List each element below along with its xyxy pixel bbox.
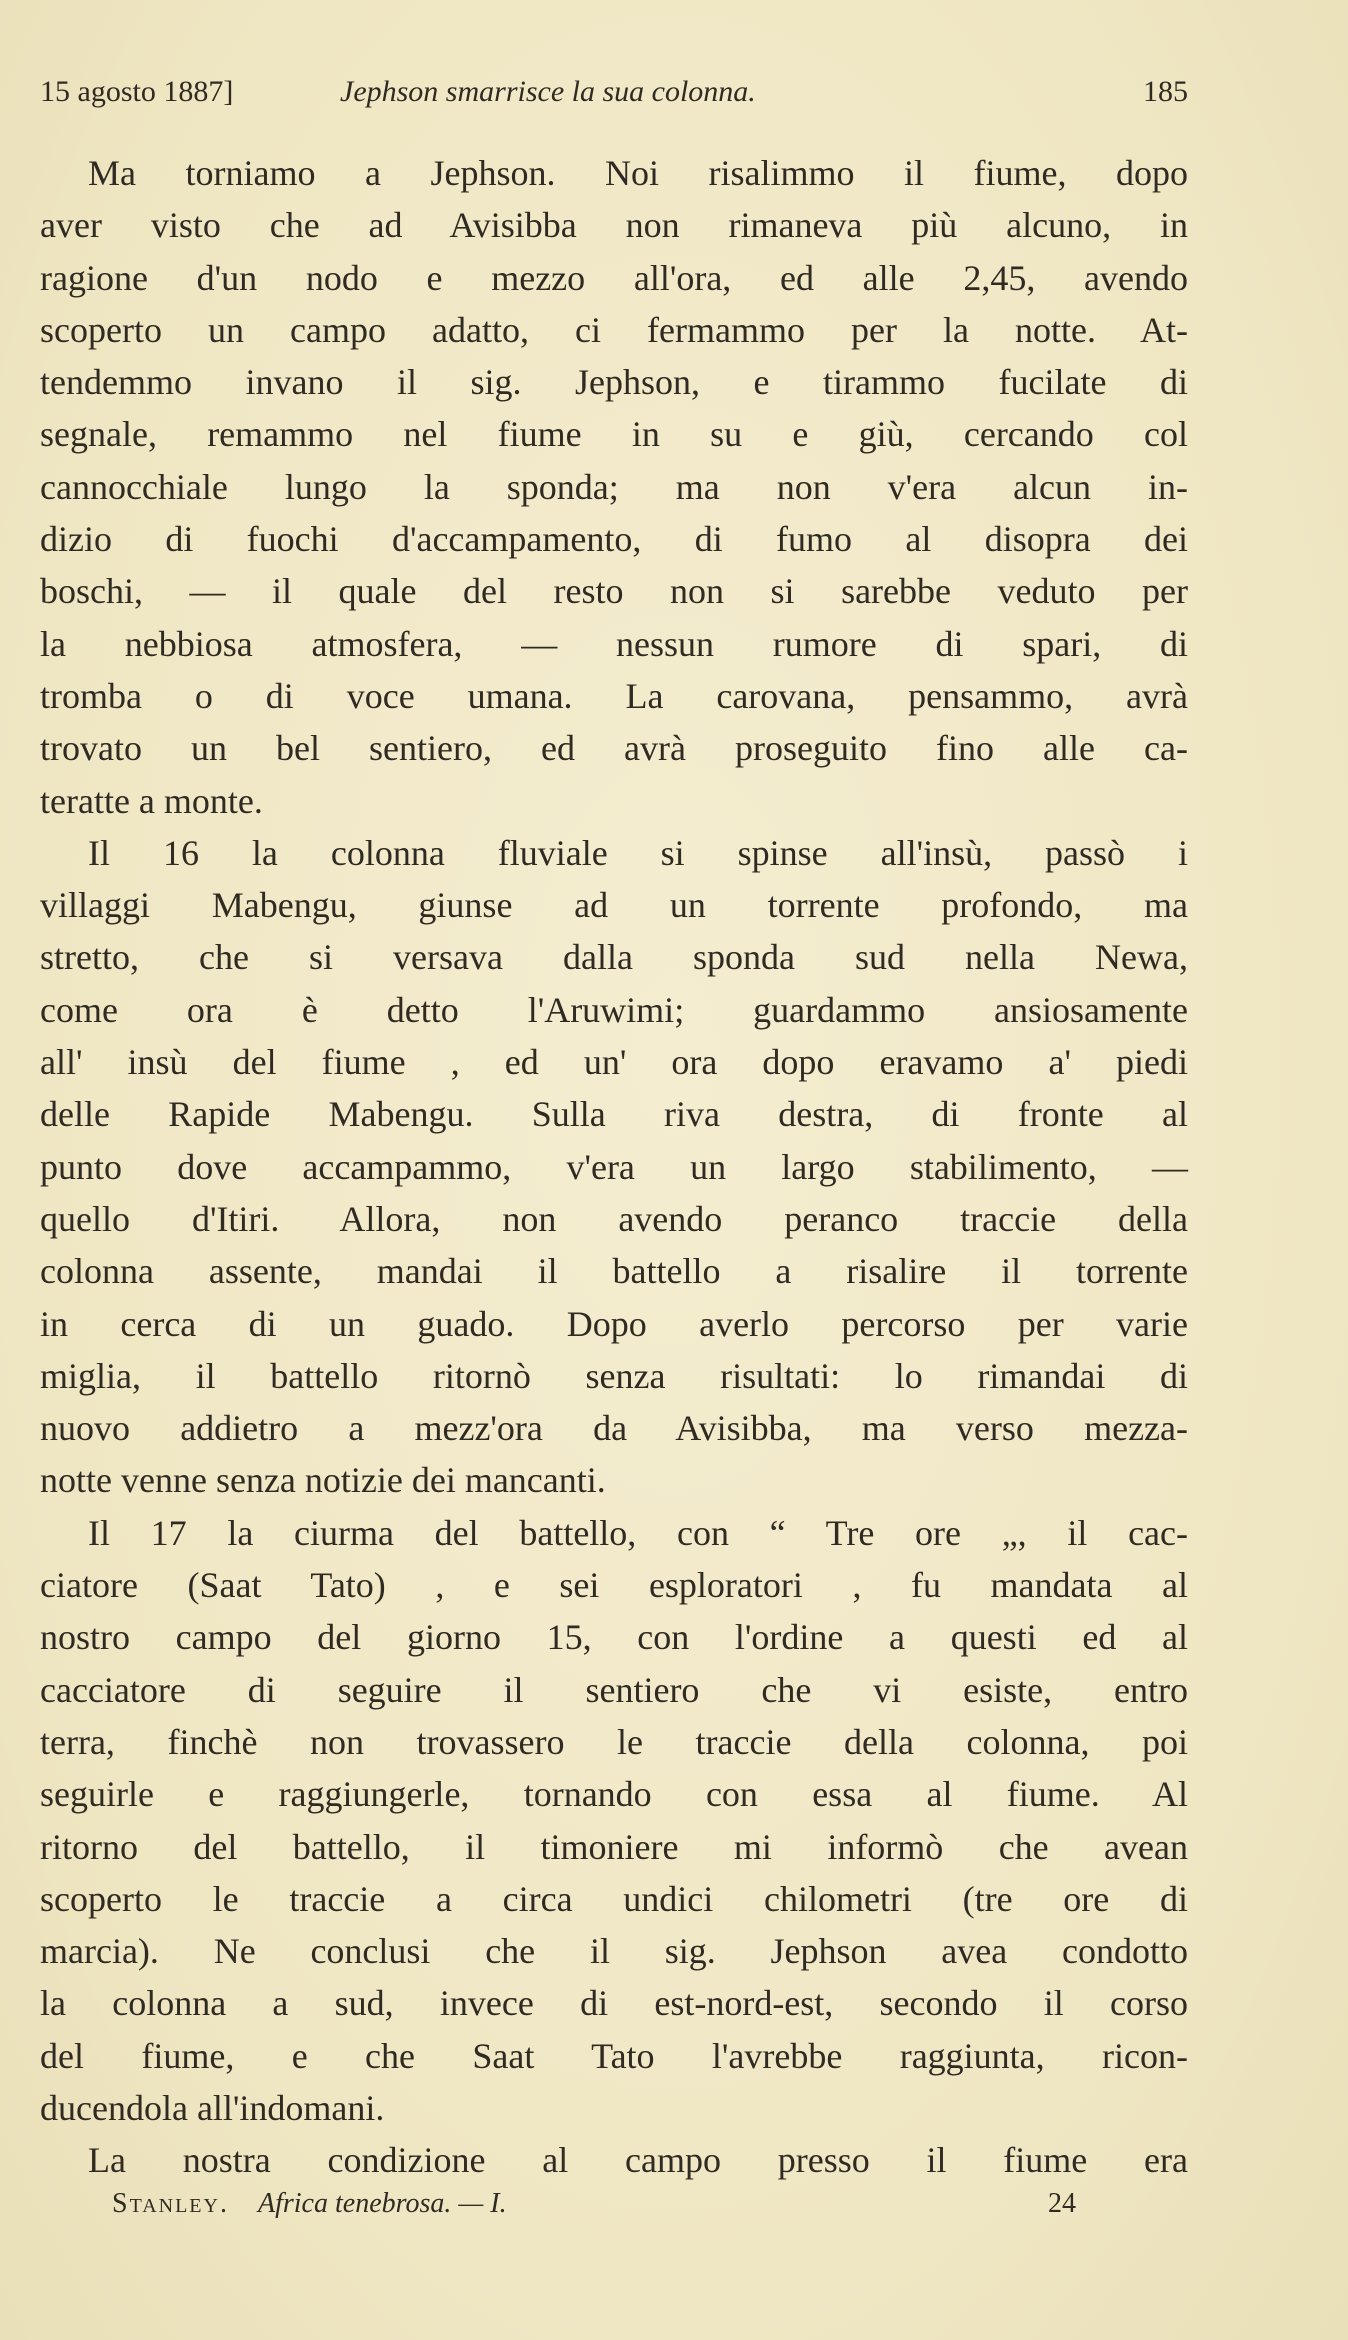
text-line: dizio di fuochi d'accampamento, di fumo al disopra dei bbox=[40, 519, 1188, 560]
text-line: stretto, che si versava dalla sponda sud nella Newa, bbox=[40, 937, 1188, 978]
text-line: cannocchiale lungo la sponda; ma non v'era alcun in- bbox=[40, 466, 1188, 507]
header-title: Jephson smarrisce la sua colonna. bbox=[340, 75, 756, 108]
text-line: cacciatore di seguire il sentiero che vi esiste, entro bbox=[40, 1669, 1188, 1710]
text-line: nostro campo del giorno 15, con l'ordine a questi ed al bbox=[40, 1617, 1188, 1658]
footer-author: Stanley. bbox=[112, 2188, 229, 2219]
text-line: delle Rapide Mabengu. Sulla riva destra, di fronte al bbox=[40, 1094, 1188, 1135]
text-line: notte venne senza notizie dei mancanti. bbox=[40, 1460, 606, 1501]
text-line: miglia, il battello ritornò senza risultati: lo rimandai di bbox=[40, 1355, 1188, 1396]
text-line: quello d'Itiri. Allora, non avendo peranco traccie della bbox=[40, 1198, 1188, 1239]
text-line: nuovo addietro a mezz'ora da Avisibba, ma verso mezza- bbox=[40, 1408, 1188, 1449]
text-line: colonna assente, mandai il battello a risalire il torrente bbox=[40, 1251, 1188, 1292]
body-text bbox=[40, 147, 1188, 2187]
text-line: del fiume, e che Saat Tato l'avrebbe raggiunta, ricon- bbox=[40, 2035, 1188, 2076]
text-line: La nostra condizione al campo presso il fiume era bbox=[88, 2140, 1188, 2181]
text-line: all' insù del fiume , ed un' ora dopo eravamo a' piedi bbox=[40, 1042, 1188, 1083]
text-line: punto dove accampammo, v'era un largo stabilimento, — bbox=[40, 1146, 1188, 1187]
text-line: segnale, remammo nel fiume in su e giù, cercando col bbox=[40, 414, 1188, 455]
signature-mark: 24 bbox=[1048, 2188, 1076, 2219]
footer-book-title: Africa tenebrosa. — I. bbox=[258, 2188, 507, 2219]
text-line: terra, finchè non trovassero le traccie della colonna, poi bbox=[40, 1721, 1188, 1762]
text-line: ritorno del battello, il timoniere mi informò che avean bbox=[40, 1826, 1188, 1867]
text-line: tromba o di voce umana. La carovana, pensammo, avrà bbox=[40, 675, 1188, 716]
text-line: trovato un bel sentiero, ed avrà proseguito fino alle ca- bbox=[40, 728, 1188, 769]
text-line: ragione d'un nodo e mezzo all'ora, ed alle 2,45, avendo bbox=[40, 257, 1188, 298]
text-line: Il 16 la colonna fluviale si spinse all'insù, passò i bbox=[88, 832, 1188, 873]
text-line: boschi, — il quale del resto non si sarebbe veduto per bbox=[40, 571, 1188, 612]
page-footer bbox=[112, 2184, 1112, 2224]
text-line: ciatore (Saat Tato) , e sei esploratori , fu mandata al bbox=[40, 1565, 1188, 1606]
text-line: Il 17 la ciurma del battello, con “ Tre ore „, il cac- bbox=[88, 1512, 1188, 1553]
text-line: aver visto che ad Avisibba non rimaneva più alcuno, in bbox=[40, 205, 1188, 246]
text-line: teratte a monte. bbox=[40, 780, 263, 821]
text-line: scoperto un campo adatto, ci fermammo per la notte. At- bbox=[40, 309, 1188, 350]
text-line: la nebbiosa atmosfera, — nessun rumore di spari, di bbox=[40, 623, 1188, 664]
text-line: come ora è detto l'Aruwimi; guardammo ansiosamente bbox=[40, 989, 1188, 1030]
text-line: villaggi Mabengu, giunse ad un torrente profondo, ma bbox=[40, 885, 1188, 926]
text-line: la colonna a sud, invece di est-nord-est, secondo il corso bbox=[40, 1983, 1188, 2024]
text-line: scoperto le traccie a circa undici chilometri (tre ore di bbox=[40, 1878, 1188, 1919]
text-line: seguirle e raggiungerle, tornando con essa al fiume. Al bbox=[40, 1774, 1188, 1815]
text-line: ducendola all'indomani. bbox=[40, 2087, 385, 2128]
page-number: 185 bbox=[1143, 75, 1188, 108]
text-line: in cerca di un guado. Dopo averlo percorso per varie bbox=[40, 1303, 1188, 1344]
header-date: 15 agosto 1887] bbox=[40, 75, 234, 108]
text-line: Ma torniamo a Jephson. Noi risalimmo il fiume, dopo bbox=[88, 153, 1188, 193]
running-header bbox=[40, 72, 1188, 112]
text-line: tendemmo invano il sig. Jephson, e tirammo fucilate di bbox=[40, 362, 1188, 403]
text-line: marcia). Ne conclusi che il sig. Jephson avea condotto bbox=[40, 1931, 1188, 1972]
